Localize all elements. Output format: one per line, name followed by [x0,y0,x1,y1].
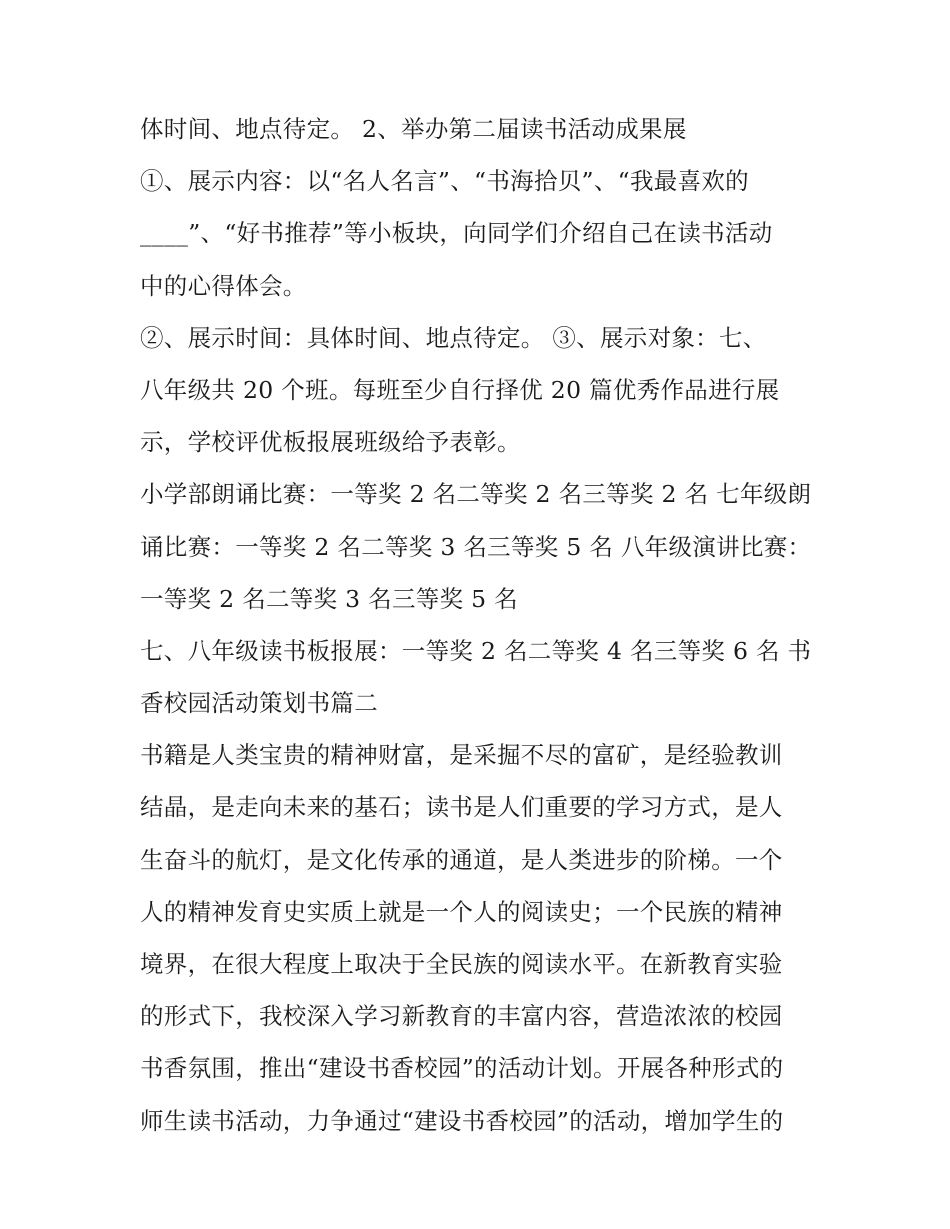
text-line: 结晶，是走向未来的基石；读书是人们重要的学习方式，是人 [140,793,783,822]
text-line: 师生读书活动，力争通过“建设书香校园”的活动，增加学生的 [140,1106,784,1135]
text-line: 中的心得体会。 [140,271,307,300]
text-line: ②、展示时间：具体时间、地点待定。 ③、展示对象：七、 [140,323,767,352]
body-text [140,103,840,1147]
text-line: ①、展示内容：以“名人名言”、“书海拾贝”、“我最喜欢的 [140,167,749,196]
text-line: 生奋斗的航灯，是文化传承的通道，是人类进步的阶梯。一个 [140,845,783,874]
text-line: 境界，在很大程度上取决于全民族的阅读水平。在新教育实验 [140,950,783,978]
text-line: 八年级共 20 个班。每班至少自行择优 20 篇优秀作品进行展 [140,375,780,404]
text-line: 七、八年级读书板报展：一等奖 2 名二等奖 4 名三等奖 6 名 书 [140,636,812,665]
text-line: 人的精神发育史实质上就是一个人的阅读史；一个民族的精神 [140,897,783,926]
text-line: 书香氛围，推出“建设书香校园”的活动计划。开展各种形式的 [140,1054,784,1083]
text-line: 一等奖 2 名二等奖 3 名三等奖 5 名 [140,584,518,613]
text-line: ____”、“好书推荐”等小板块，向同学们介绍自己在读书活动 [140,219,773,248]
text-line: 示，学校评优板报展班级给予表彰。 [140,428,521,457]
text-line: 诵比赛：一等奖 2 名二等奖 3 名三等奖 5 名 八年级演讲比赛： [140,532,812,561]
text-line: 香校园活动策划书篇二 [140,689,378,718]
text-line: 小学部朗诵比赛：一等奖 2 名二等奖 2 名三等奖 2 名 七年级朗 [140,480,812,509]
text-line: 的形式下，我校深入学习新教育的丰富内容，营造浓浓的校园 [140,1002,783,1031]
text-line: 体时间、地点待定。 2、举办第二届读书活动成果展 [140,115,687,143]
text-line: 书籍是人类宝贵的精神财富，是采掘不尽的富矿，是经验教训 [140,741,783,770]
